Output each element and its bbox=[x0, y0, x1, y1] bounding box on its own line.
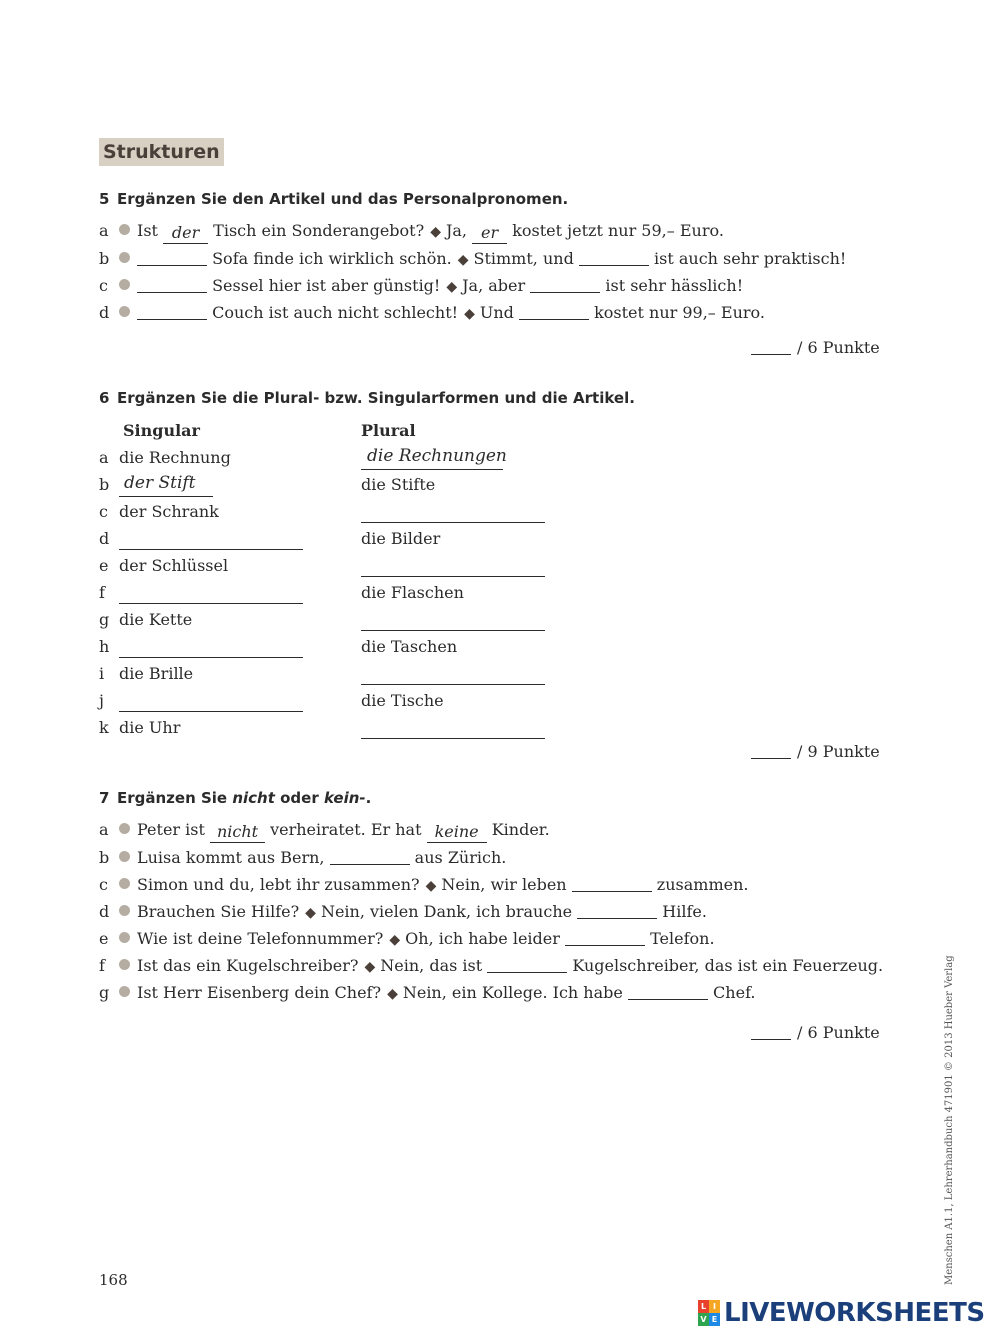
plural-text: die Stifte bbox=[361, 475, 436, 494]
answer-input[interactable] bbox=[565, 927, 645, 946]
task5-title bbox=[99, 190, 568, 208]
circle-bullet-icon bbox=[119, 959, 130, 970]
answer-input[interactable] bbox=[361, 738, 545, 739]
row-text: Ja, aber bbox=[462, 276, 526, 295]
task7-row-c bbox=[99, 873, 748, 897]
task7-row-a bbox=[99, 819, 550, 843]
singular-text: die Rechnung bbox=[119, 448, 231, 467]
row-letter: b bbox=[99, 848, 110, 867]
row-text: Telefon. bbox=[650, 929, 715, 948]
plural-text: die Bilder bbox=[361, 529, 441, 548]
diamond-bullet-icon: ◆ bbox=[364, 959, 376, 975]
diamond-bullet-icon: ◆ bbox=[464, 306, 475, 322]
circle-bullet-icon bbox=[119, 823, 130, 834]
row-text: Tisch ein Sonderangebot? bbox=[213, 221, 425, 240]
singular-text: der Schlüssel bbox=[119, 556, 229, 575]
task7-title bbox=[99, 789, 371, 807]
circle-bullet-icon bbox=[119, 932, 130, 943]
row-letter: k bbox=[99, 718, 109, 737]
row-letter: g bbox=[99, 983, 110, 1002]
row-letter: a bbox=[99, 448, 109, 467]
task5-number: 5 bbox=[99, 190, 110, 208]
points-input[interactable] bbox=[751, 338, 791, 355]
points-label: / 6 Punkte bbox=[797, 338, 880, 357]
row-text: Oh, ich habe leider bbox=[405, 929, 560, 948]
task5-title-text: Ergänzen Sie den Artikel und das Personalpronomen. bbox=[117, 190, 569, 208]
row-text: kostet nur 99,– Euro. bbox=[594, 303, 765, 322]
points-input[interactable] bbox=[751, 742, 791, 759]
row-text: Ist das ein Kugelschreiber? bbox=[137, 956, 359, 975]
task6-title-text: Ergänzen Sie die Plural- bzw. Singularformen und die Artikel. bbox=[117, 389, 635, 407]
task6-number: 6 bbox=[99, 389, 110, 407]
logo-letter-i: I bbox=[709, 1300, 720, 1313]
answer-input[interactable] bbox=[330, 846, 410, 865]
answer-input[interactable] bbox=[487, 954, 567, 973]
row-letter: c bbox=[99, 875, 108, 894]
answer-input[interactable] bbox=[119, 549, 303, 550]
answer-input[interactable] bbox=[119, 711, 303, 712]
row-text: Luisa kommt aus Bern, bbox=[137, 848, 325, 867]
answer-input[interactable]: keine bbox=[427, 824, 487, 843]
diamond-bullet-icon: ◆ bbox=[430, 224, 441, 240]
column-header-plural: Plural bbox=[361, 421, 416, 440]
plural-text: die Taschen bbox=[361, 637, 458, 656]
plural-text: die Tische bbox=[361, 691, 444, 710]
row-letter: g bbox=[99, 610, 110, 629]
row-letter: c bbox=[99, 276, 108, 295]
circle-bullet-icon bbox=[119, 252, 130, 263]
answer-input[interactable] bbox=[119, 657, 303, 658]
answer-input[interactable] bbox=[137, 301, 207, 320]
diamond-bullet-icon: ◆ bbox=[389, 932, 401, 948]
row-text: ist auch sehr praktisch! bbox=[654, 249, 847, 268]
task7-number: 7 bbox=[99, 789, 110, 807]
points-input[interactable] bbox=[751, 1023, 791, 1040]
task7-points bbox=[751, 1023, 880, 1042]
answer-input[interactable] bbox=[577, 900, 657, 919]
title-text: Ergänzen Sie bbox=[117, 789, 233, 807]
logo-letter-v: V bbox=[698, 1313, 709, 1326]
circle-bullet-icon bbox=[119, 224, 130, 235]
row-text: Stimmt, und bbox=[473, 249, 574, 268]
diamond-bullet-icon: ◆ bbox=[387, 986, 398, 1002]
row-text: Ist bbox=[137, 221, 158, 240]
row-letter: f bbox=[99, 956, 105, 975]
row-text: aus Zürich. bbox=[414, 848, 507, 867]
copyright-side-text: Menschen A1.1, Lehrerhandbuch 471901 © 2013 Hueber Verlag bbox=[944, 955, 955, 1285]
title-text: . bbox=[365, 789, 372, 807]
title-emphasis: nicht bbox=[232, 789, 275, 807]
row-letter: b bbox=[99, 249, 110, 268]
row-text: Kinder. bbox=[491, 820, 550, 839]
circle-bullet-icon bbox=[119, 905, 130, 916]
diamond-bullet-icon: ◆ bbox=[446, 279, 458, 295]
liveworksheets-logo[interactable] bbox=[698, 1296, 985, 1330]
row-letter: c bbox=[99, 502, 108, 521]
answer-input[interactable] bbox=[361, 522, 545, 523]
row-letter: a bbox=[99, 221, 109, 240]
row-text: Couch ist auch nicht schlecht! bbox=[212, 303, 459, 322]
answer-input[interactable]: der bbox=[163, 225, 208, 244]
task5-points bbox=[751, 338, 880, 357]
task5-row-d bbox=[99, 301, 765, 325]
answer-input[interactable] bbox=[119, 603, 303, 604]
singular-text: die Brille bbox=[119, 664, 194, 683]
answer-input[interactable]: er bbox=[472, 225, 507, 244]
singular-text: der Schrank bbox=[119, 502, 219, 521]
task5-row-a bbox=[99, 220, 724, 244]
row-letter: d bbox=[99, 902, 110, 921]
task7-row-f bbox=[99, 954, 883, 978]
row-text: ist sehr hässlich! bbox=[605, 276, 744, 295]
row-letter: h bbox=[99, 637, 110, 656]
row-text: Chef. bbox=[713, 983, 756, 1002]
task7-row-g bbox=[99, 981, 756, 1005]
row-letter: f bbox=[99, 583, 105, 602]
answer-input[interactable] bbox=[137, 247, 207, 266]
row-text: Ist Herr Eisenberg dein Chef? bbox=[137, 983, 382, 1002]
row-text: Peter ist bbox=[137, 820, 205, 839]
row-letter: a bbox=[99, 820, 109, 839]
singular-text: die Uhr bbox=[119, 718, 181, 737]
points-label: / 9 Punkte bbox=[797, 742, 880, 761]
answer-input[interactable] bbox=[361, 684, 545, 685]
logo-letter-l: L bbox=[698, 1300, 709, 1313]
row-text: Simon und du, lebt ihr zusammen? bbox=[137, 875, 420, 894]
answer-input[interactable]: der Stift bbox=[124, 473, 196, 493]
row-letter: j bbox=[99, 691, 104, 710]
row-text: Hilfe. bbox=[662, 902, 707, 921]
row-text: Sofa finde ich wirklich schön. bbox=[212, 249, 452, 268]
row-text: Kugelschreiber, das ist ein Feuerzeug. bbox=[572, 956, 884, 975]
answer-input[interactable] bbox=[530, 274, 600, 293]
column-header-singular: Singular bbox=[123, 421, 200, 440]
circle-bullet-icon bbox=[119, 306, 130, 317]
answer-input[interactable]: die Rechnungen bbox=[367, 446, 507, 466]
diamond-bullet-icon: ◆ bbox=[457, 252, 469, 268]
row-text: Ja, bbox=[445, 221, 468, 240]
answer-input[interactable] bbox=[361, 630, 545, 631]
circle-bullet-icon bbox=[119, 986, 130, 997]
circle-bullet-icon bbox=[119, 851, 130, 862]
title-emphasis: kein- bbox=[323, 789, 366, 807]
task7-row-d bbox=[99, 900, 707, 924]
row-text: Sessel hier ist aber günstig! bbox=[212, 276, 441, 295]
answer-input[interactable] bbox=[579, 247, 649, 266]
answer-input[interactable] bbox=[519, 301, 589, 320]
task7-row-b bbox=[99, 846, 506, 869]
row-text: zusammen. bbox=[656, 875, 749, 894]
row-text: Nein, vielen Dank, ich brauche bbox=[320, 902, 573, 921]
row-letter: b bbox=[99, 475, 110, 494]
answer-input[interactable] bbox=[137, 274, 207, 293]
diamond-bullet-icon: ◆ bbox=[305, 905, 316, 921]
row-text: verheiratet. Er hat bbox=[270, 820, 422, 839]
liveworksheets-logo-icon bbox=[698, 1300, 720, 1326]
row-text: Brauchen Sie Hilfe? bbox=[137, 902, 300, 921]
section-heading: Strukturen bbox=[99, 138, 224, 166]
circle-bullet-icon bbox=[119, 878, 130, 889]
title-text: oder bbox=[274, 789, 324, 807]
logo-letter-e: E bbox=[709, 1313, 720, 1326]
diamond-bullet-icon: ◆ bbox=[425, 878, 437, 894]
row-text: Nein, das ist bbox=[380, 956, 483, 975]
row-text: kostet jetzt nur 59,– Euro. bbox=[512, 221, 724, 240]
row-text: Und bbox=[479, 303, 514, 322]
page-number: 168 bbox=[99, 1271, 128, 1289]
points-label: / 6 Punkte bbox=[797, 1023, 880, 1042]
row-letter: d bbox=[99, 529, 110, 548]
circle-bullet-icon bbox=[119, 279, 130, 290]
task6-title bbox=[99, 389, 635, 407]
row-text: Wie ist deine Telefonnummer? bbox=[137, 929, 384, 948]
task5-row-b bbox=[99, 247, 846, 271]
answer-input[interactable] bbox=[361, 576, 545, 577]
task6-points bbox=[751, 742, 880, 761]
row-letter: e bbox=[99, 556, 109, 575]
row-text: Nein, ein Kollege. Ich habe bbox=[402, 983, 623, 1002]
liveworksheets-logo-text: LIVEWORKSHEETS bbox=[724, 1298, 985, 1328]
answer-underline bbox=[361, 469, 503, 470]
task5-row-c bbox=[99, 274, 743, 298]
task7-row-e bbox=[99, 927, 715, 951]
answer-input[interactable]: nicht bbox=[210, 824, 265, 843]
answer-input[interactable] bbox=[628, 981, 708, 1000]
row-letter: d bbox=[99, 303, 110, 322]
row-letter: i bbox=[99, 664, 105, 683]
row-letter: e bbox=[99, 929, 109, 948]
answer-input[interactable] bbox=[572, 873, 652, 892]
row-text: Nein, wir leben bbox=[441, 875, 567, 894]
singular-text: die Kette bbox=[119, 610, 193, 629]
plural-text: die Flaschen bbox=[361, 583, 464, 602]
answer-underline bbox=[119, 496, 213, 497]
